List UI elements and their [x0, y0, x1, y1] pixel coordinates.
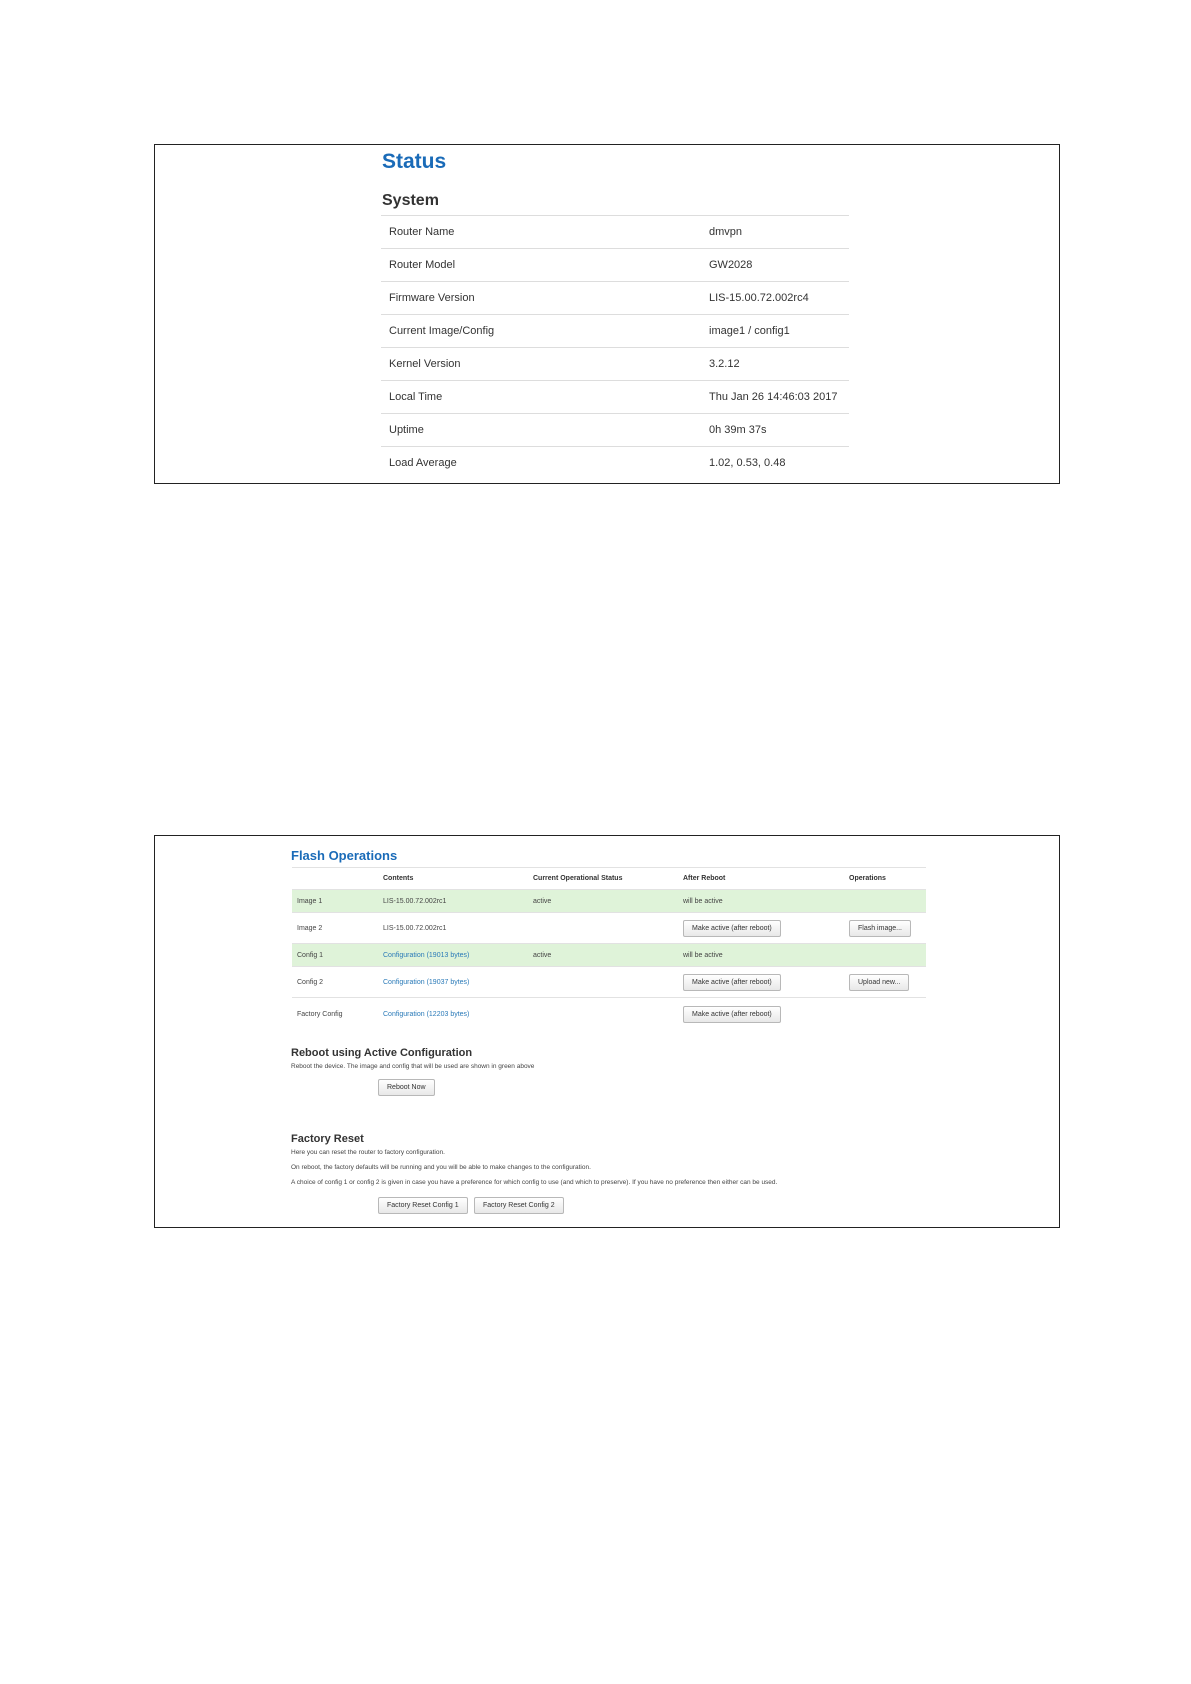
header-current-status: Current Operational Status	[528, 868, 678, 890]
local-time-label: Local Time	[381, 381, 701, 414]
table-row	[381, 282, 849, 315]
firmware-version-label: Firmware Version	[381, 282, 701, 315]
uptime-value: 0h 39m 37s	[701, 414, 849, 447]
table-row-image-1	[292, 890, 926, 913]
reboot-section-title: Reboot using Active Configuration	[291, 1047, 473, 1059]
flash-table	[292, 867, 926, 1030]
factory-reset-line-3: A choice of config 1 or config 2 is given in case you have a preference for which config to use (and which to preserve). If you have no preference then either can be used.	[291, 1179, 778, 1186]
kernel-version-value: 3.2.12	[701, 348, 849, 381]
row-name: Image 1	[292, 890, 378, 913]
row-status: active	[528, 890, 678, 913]
image-2-make-active-button[interactable]: Make active (after reboot)	[683, 920, 781, 937]
row-after-reboot	[678, 998, 844, 1031]
page-title: Status	[382, 150, 447, 173]
row-status	[528, 967, 678, 998]
reboot-description: Reboot the device. The image and config that will be used are shown in green above	[291, 1063, 535, 1070]
status-panel	[154, 144, 1060, 484]
row-operations	[844, 944, 926, 967]
local-time-value: Thu Jan 26 14:46:03 2017	[701, 381, 849, 414]
table-row-config-1	[292, 944, 926, 967]
row-operations	[844, 890, 926, 913]
reboot-now-button[interactable]: Reboot Now	[378, 1079, 435, 1096]
header-name	[292, 868, 378, 890]
row-operations	[844, 967, 926, 998]
row-status: active	[528, 944, 678, 967]
row-after-reboot	[678, 913, 844, 944]
factory-config-make-active-button[interactable]: Make active (after reboot)	[683, 1006, 781, 1023]
row-name: Image 2	[292, 913, 378, 944]
header-contents: Contents	[378, 868, 528, 890]
row-contents: LIS-15.00.72.002rc1	[378, 890, 528, 913]
flash-operations-title: Flash Operations	[291, 848, 398, 863]
upload-new-button[interactable]: Upload new...	[849, 974, 909, 991]
factory-reset-line-2: On reboot, the factory defaults will be running and you will be able to make changes to the configuration.	[291, 1164, 591, 1171]
row-after-reboot: will be active	[678, 944, 844, 967]
router-name-label: Router Name	[381, 216, 701, 249]
uptime-label: Uptime	[381, 414, 701, 447]
table-header-row	[292, 868, 926, 890]
current-image-config-label: Current Image/Config	[381, 315, 701, 348]
load-average-value: 1.02, 0.53, 0.48	[701, 447, 849, 480]
table-row	[381, 447, 849, 480]
row-name: Config 2	[292, 967, 378, 998]
table-row	[381, 381, 849, 414]
table-row	[381, 348, 849, 381]
kernel-version-label: Kernel Version	[381, 348, 701, 381]
row-status	[528, 998, 678, 1031]
row-operations	[844, 998, 926, 1031]
table-row	[381, 315, 849, 348]
table-row	[381, 414, 849, 447]
header-operations: Operations	[844, 868, 926, 890]
factory-reset-config-2-button[interactable]: Factory Reset Config 2	[474, 1197, 564, 1214]
header-after-reboot: After Reboot	[678, 868, 844, 890]
router-model-value: GW2028	[701, 249, 849, 282]
table-row	[381, 249, 849, 282]
table-row	[381, 216, 849, 249]
table-row-factory-config	[292, 998, 926, 1031]
row-after-reboot	[678, 967, 844, 998]
router-model-label: Router Model	[381, 249, 701, 282]
row-status	[528, 913, 678, 944]
load-average-label: Load Average	[381, 447, 701, 480]
firmware-version-value: LIS-15.00.72.002rc4	[701, 282, 849, 315]
config-1-link[interactable]: Configuration (19013 bytes)	[378, 944, 528, 967]
factory-reset-title: Factory Reset	[291, 1133, 364, 1145]
row-after-reboot: will be active	[678, 890, 844, 913]
row-name: Factory Config	[292, 998, 378, 1031]
flash-operations-panel	[154, 835, 1060, 1228]
config-2-make-active-button[interactable]: Make active (after reboot)	[683, 974, 781, 991]
row-contents: LIS-15.00.72.002rc1	[378, 913, 528, 944]
current-image-config-value: image1 / config1	[701, 315, 849, 348]
table-row-image-2	[292, 913, 926, 944]
factory-config-link[interactable]: Configuration (12203 bytes)	[378, 998, 528, 1031]
config-2-link[interactable]: Configuration (19037 bytes)	[378, 967, 528, 998]
factory-reset-config-1-button[interactable]: Factory Reset Config 1	[378, 1197, 468, 1214]
router-name-value: dmvpn	[701, 216, 849, 249]
factory-reset-line-1: Here you can reset the router to factory configuration.	[291, 1149, 445, 1156]
system-info-table	[381, 215, 849, 479]
table-row-config-2	[292, 967, 926, 998]
system-section-title: System	[382, 192, 439, 209]
row-operations	[844, 913, 926, 944]
row-name: Config 1	[292, 944, 378, 967]
flash-image-button[interactable]: Flash image...	[849, 920, 911, 937]
